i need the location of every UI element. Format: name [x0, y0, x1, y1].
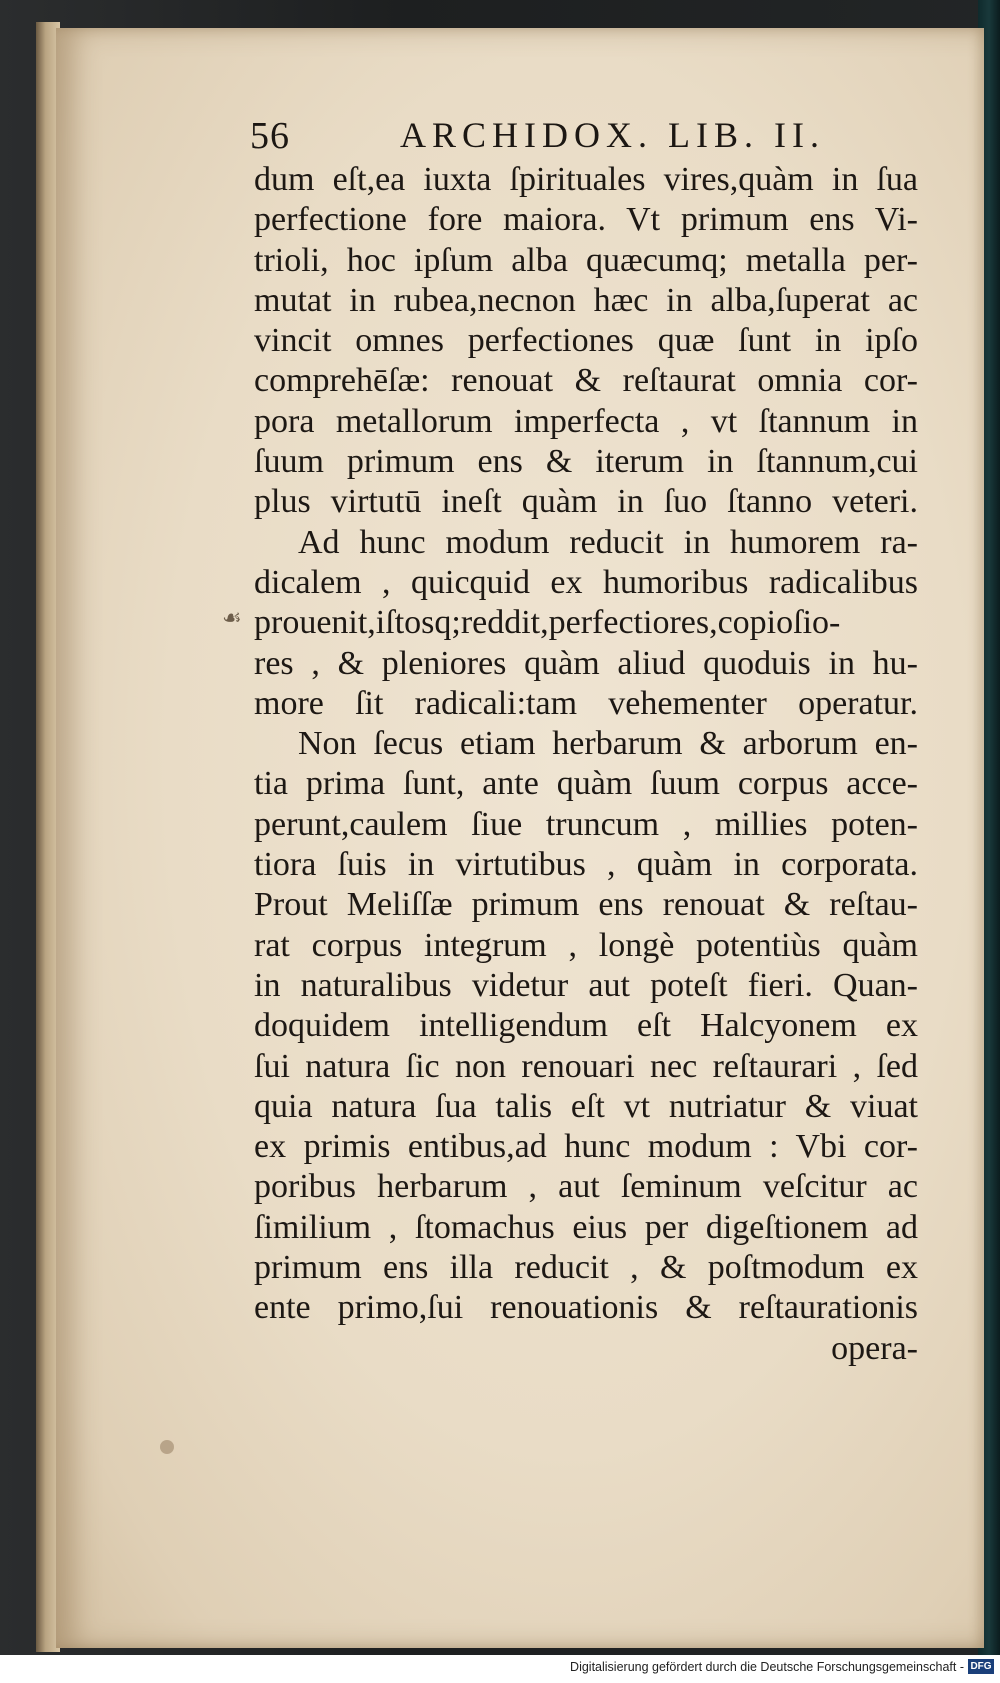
text-line: rat corpus integrum , longè potentiùs quàm	[254, 926, 918, 964]
marginal-mark: ☙	[222, 606, 242, 631]
text-line: pora metallorum imperfecta , vt ſtannum in	[254, 402, 918, 440]
text-line: ſui natura ſic non renouari nec reſtaurari , ſed	[254, 1047, 918, 1085]
catchword: opera-	[831, 1329, 918, 1367]
text-line: perfectione fore maiora. Vt primum ens Vi-	[254, 201, 918, 239]
text-line: res , & pleniores quàm aliud quoduis in hu-	[254, 644, 918, 682]
text-line: ente primo,ſui renouationis & reſtaurationis	[254, 1289, 918, 1327]
text-line: quia natura ſua talis eſt vt nutriatur & viuat	[254, 1087, 918, 1125]
text-line: perunt,caulem ſiue truncum , millies poten-	[254, 805, 918, 843]
text-line: in naturalibus videtur aut poteſt fieri. Quan-	[254, 966, 918, 1004]
text-line: doquidem intelligendum eſt Halcyonem ex	[254, 1007, 918, 1045]
body-text	[254, 160, 918, 1369]
text-line: prouenit,iſtosq;reddit,perfectiores,copioſio-	[254, 604, 841, 642]
text-line: vincit omnes perfectiones quæ ſunt in ipſo	[254, 322, 918, 360]
page-number: 56	[250, 115, 290, 157]
text-line: primum ens illa reducit , & poſtmodum ex	[254, 1249, 918, 1287]
text-line: more ſit radicali:tam vehementer operatur.	[254, 684, 918, 722]
text-line: Prout Meliſſæ primum ens renouat & reſtau-	[254, 886, 918, 924]
text-line: ſimilium , ſtomachus eius per digeſtionem ad	[254, 1208, 918, 1246]
text-line: comprehēſæ: renouat & reſtaurat omnia cor-	[254, 362, 918, 400]
running-title: ARCHIDOX. LIB. II.	[400, 115, 825, 155]
text-line: ſuum primum ens & iterum in ſtannum,cui	[254, 443, 918, 481]
text-line: ex primis entibus,ad hunc modum : Vbi cor-	[254, 1128, 918, 1166]
text-line: tiora ſuis in virtutibus , quàm in corporata.	[254, 846, 918, 884]
text-line: poribus herbarum , aut ſeminum veſcitur ac	[254, 1168, 918, 1206]
paper-stain	[160, 1440, 174, 1454]
text-line: plus virtutū ineſt quàm in ſuo ſtanno veteri.	[254, 483, 918, 521]
text-line: trioli, hoc ipſum alba quæcumq; metalla per-	[254, 241, 918, 279]
text-line: Non ſecus etiam herbarum & arborum en-	[298, 725, 918, 763]
text-line: dum eſt,ea iuxta ſpirituales vires,quàm in ſua	[254, 161, 918, 198]
text-line: tia prima ſunt, ante quàm ſuum corpus acce-	[254, 765, 918, 803]
running-head	[250, 108, 900, 160]
digitization-credit: Digitalisierung gefördert durch die Deutsche Forschungsgemeinschaft -	[570, 1660, 964, 1674]
text-line: dicalem , quicquid ex humoribus radicalibus	[254, 563, 918, 601]
text-line: Ad hunc modum reducit in humorem ra-	[298, 523, 918, 561]
dfg-logo: DFG	[968, 1659, 994, 1674]
text-line: mutat in rubea,necnon hæc in alba,ſuperat ac	[254, 281, 918, 319]
